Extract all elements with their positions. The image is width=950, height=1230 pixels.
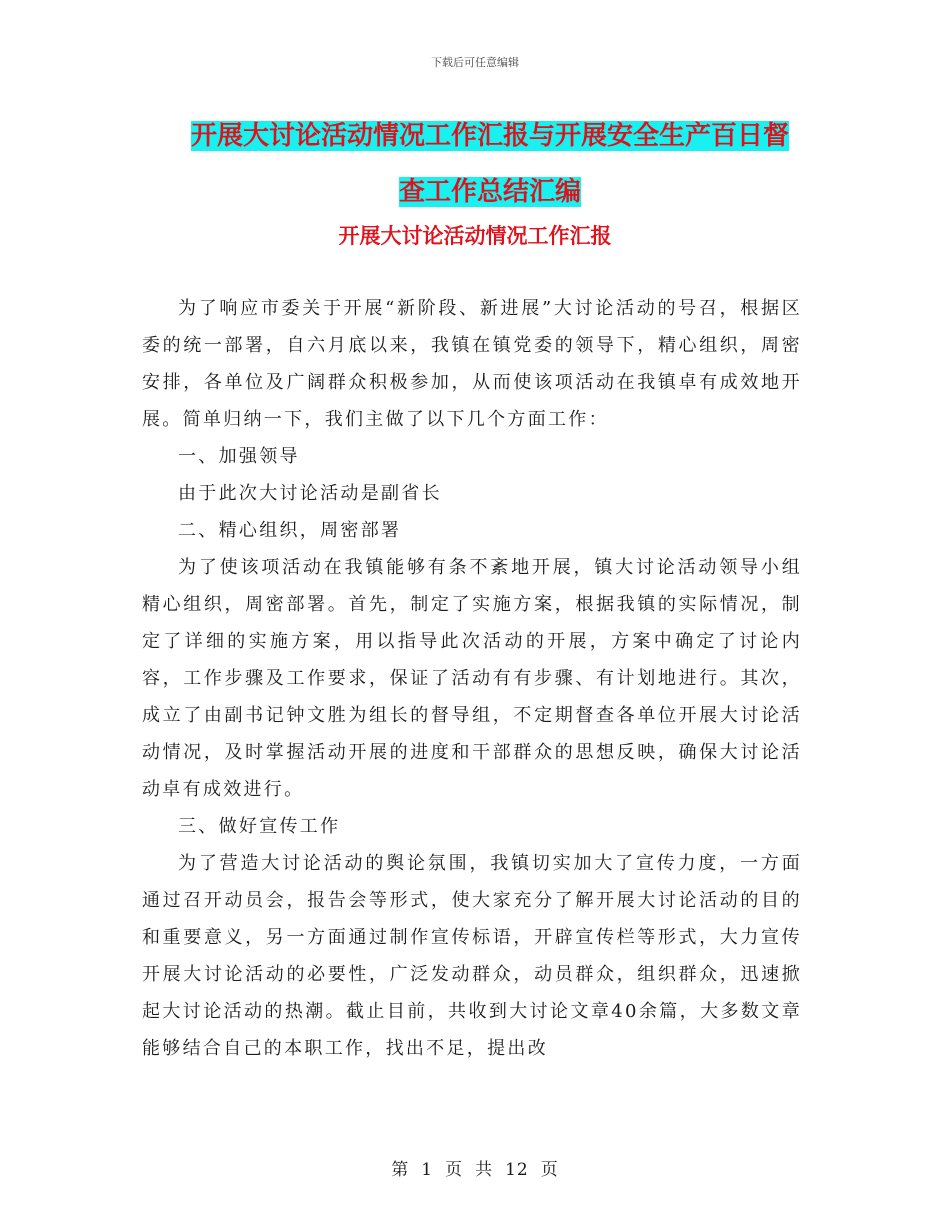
heading-strengthen-leadership: 一、加强领导 <box>178 446 300 467</box>
footer-page-unit: 页 <box>445 1160 464 1180</box>
paragraph-publicity: 为了营造大讨论活动的舆论氛围，我镇切实加大了宣传力度，一方面通过召开动员会，报告会等形式，使大家充分了解开展大讨论活动的目的和重要意义，另一方面通过制作宣传标语，开辟宣传栏等形式，大力宣传开展大讨论活动的必要性，广泛发动群众，动员群众，组织群众，迅速掀起大讨论活动的热潮。截止目前，共收到大讨论文章40余篇，大多数文章能够结合自己的本职工作，找出不足，提出改 <box>142 853 802 1059</box>
paragraph-intro: 为了响应市委关于开展“新阶段、新进展”大讨论活动的号召，根据区委的统一部署，自六月底以来，我镇在镇党委的领导下，精心组织，周密安排，各单位及广阔群众积极参加，从而使该项活动在我镇卓有成效地开展。简单归纳一下，我们主做了以下几个方面工作： <box>142 298 802 430</box>
document-title-line-2: 查工作总结汇编 <box>398 177 581 207</box>
heading-careful-organization: 二、精心组织，周密部署 <box>178 520 402 541</box>
heading-publicity-work: 三、做好宣传工作 <box>178 816 341 837</box>
footer-total-label: 共 <box>475 1160 494 1180</box>
paragraph-leadership: 由于此次大讨论活动是副省长 <box>178 483 442 504</box>
document-title <box>140 108 840 220</box>
footer-total-unit: 页 <box>540 1160 559 1180</box>
paragraph-organization: 为了使该项活动在我镇能够有条不紊地开展，镇大讨论活动领导小组精心组织，周密部署。首先，制定了实施方案，根据我镇的实际情况，制定了详细的实施方案，用以指导此次活动的开展，方案中确定了讨论内容，工作步骤及工作要求，保证了活动有有步骤、有计划地进行。其次，成立了由副书记钟文胜为组长的督导组，不定期督查各单位开展大讨论活动情况，及时掌握活动开展的进度和干部群众的思想反映，确保大讨论活动卓有成效进行。 <box>142 557 802 800</box>
footer-total-pages: 12 <box>505 1160 529 1180</box>
footer-page-label: 第 <box>391 1160 410 1180</box>
body-text <box>142 290 802 1067</box>
footer-page-number: 1 <box>421 1160 434 1180</box>
page-footer <box>0 1155 950 1180</box>
section-title: 开展大讨论活动情况工作汇报 <box>338 224 612 248</box>
header-note: 下载后可任意编辑 <box>431 56 519 69</box>
document-title-line-1: 开展大讨论活动情况工作汇报与开展安全生产百日督 <box>190 121 789 151</box>
